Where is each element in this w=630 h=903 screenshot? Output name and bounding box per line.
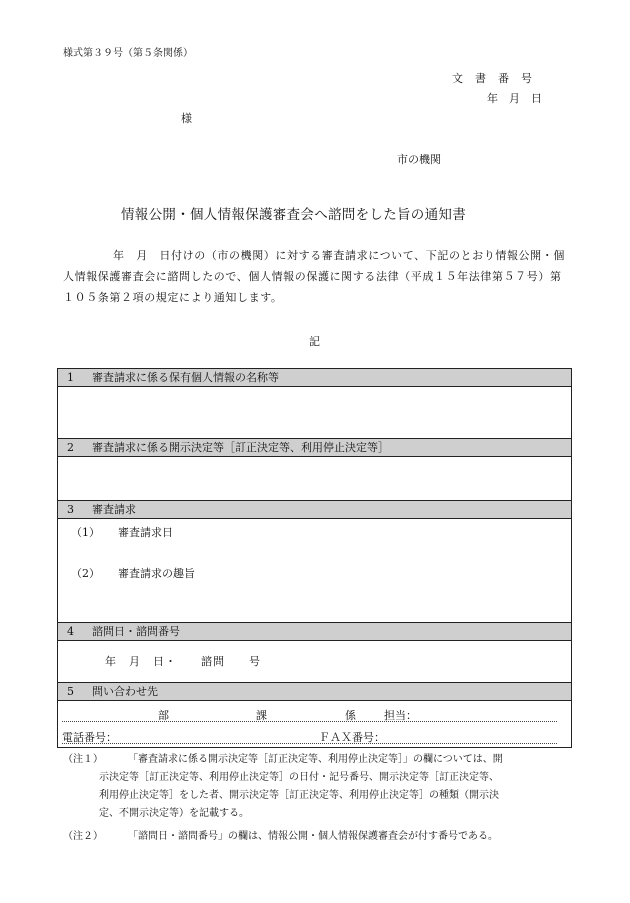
form-table	[57, 368, 572, 748]
sender-organization: 市の機関	[397, 153, 441, 166]
phone-number-label: 電話番号：	[62, 731, 117, 744]
addressee: 様	[181, 112, 192, 125]
form-number: 様式第３９号（第５条関係）	[63, 48, 193, 59]
note-1-line-3: 利用停止決定等］をした者、開示決定等［訂正決定等、利用停止決定等］の種類（開示決	[99, 790, 499, 801]
section-4-header	[58, 622, 571, 641]
note-2-label: （注２）	[63, 831, 103, 842]
contact-division-label: 課	[256, 709, 267, 722]
section-3-item1-label: 審査請求日	[118, 526, 173, 539]
section-2-header	[58, 438, 571, 457]
section-2-number: 2	[67, 441, 74, 454]
section-4-date-number-line: 年 月 日・ 諮問 号	[105, 655, 261, 668]
contact-line-2	[62, 743, 557, 744]
body-paragraph: 年 月 日付けの（市の機関）に対する審査請求について、下記のとおり情報公開・個人情報保護審査会に諮問したので、個人情報の保護に関する法律（平成１５年法律第５７号）第１０５条第２項の規定により通知します。	[63, 249, 565, 304]
section-5-number: 5	[67, 685, 74, 698]
note-2-text: 「諮問日・諮問番号」の欄は、情報公開・個人情報保護審査会が付す番号である。	[128, 831, 498, 842]
note-1-label: （注１）	[63, 754, 103, 765]
note-1-line-4: 定、不開示決定等）を記載する。	[99, 808, 249, 819]
section-5-header	[58, 682, 571, 701]
section-4-number: 4	[67, 625, 74, 638]
ki-heading: 記	[309, 335, 320, 348]
section-1-number: 1	[67, 371, 74, 384]
section-3-item2-label: 審査請求の趣旨	[118, 567, 195, 580]
section-1-label: 審査請求に係る保有個人情報の名称等	[92, 371, 279, 384]
note-1-line-1: 「審査請求に係る開示決定等［訂正決定等、利用停止決定等］」の欄については、開	[128, 754, 503, 765]
note-1-line-2: 示決定等［訂正決定等、利用停止決定等］の日付・記号番号、開示決定等［訂正決定等、	[99, 772, 499, 783]
section-4-label: 諮問日・諮問番号	[92, 625, 180, 638]
section-3-header	[58, 500, 571, 519]
section-1-header	[58, 368, 571, 387]
section-3-number: 3	[67, 503, 74, 516]
contact-department-label: 部	[158, 709, 169, 722]
section-2-label: 審査請求に係る開示決定等［訂正決定等、利用停止決定等］	[92, 441, 389, 454]
section-3-label: 審査請求	[92, 503, 136, 516]
contact-person-label: 担当：	[384, 709, 417, 722]
section-3-item1-number: （1）	[71, 526, 100, 539]
document-number-label: 文書番号	[452, 72, 544, 85]
section-5-label: 問い合わせ先	[92, 685, 158, 698]
section-3-item2-number: （2）	[71, 567, 100, 580]
fax-number-label: ＦＡＸ番号：	[319, 731, 385, 744]
document-title: 情報公開・個人情報保護審査会へ諮問をした旨の通知書	[121, 207, 466, 223]
contact-section-label: 係	[345, 709, 356, 722]
document-date-label: 年月日	[487, 92, 553, 105]
contact-line-1	[62, 721, 557, 722]
